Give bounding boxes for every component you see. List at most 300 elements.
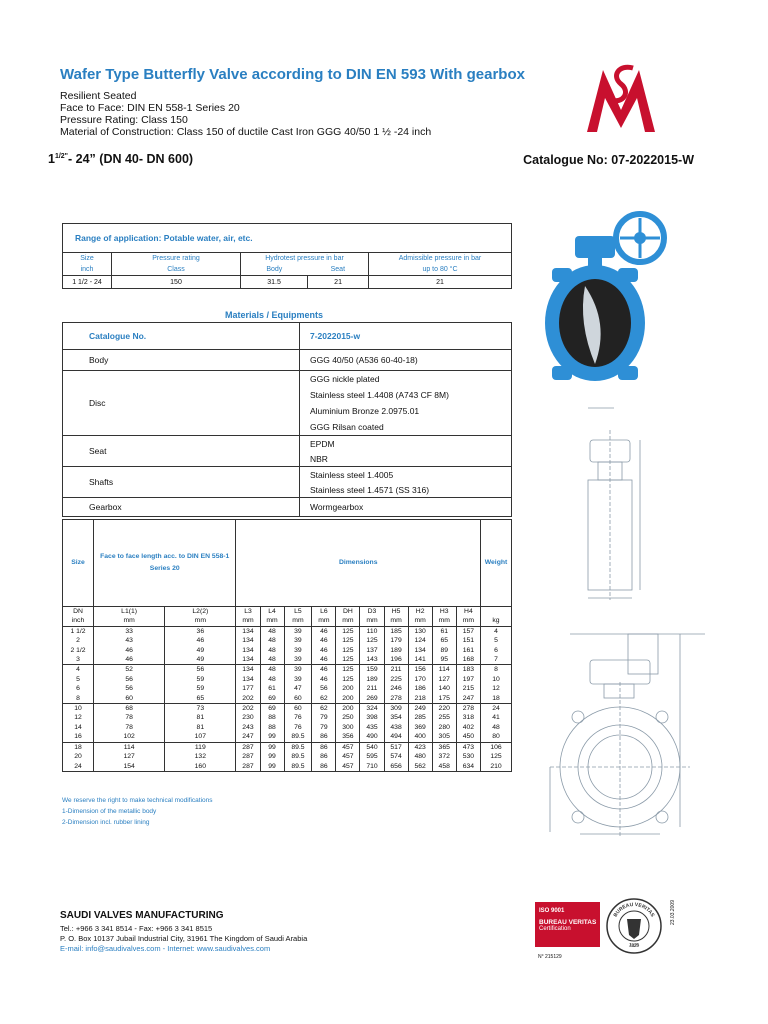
dimension-cell: 132 [165, 752, 236, 761]
materials-col1-header: Catalogue No. [63, 323, 300, 350]
dimension-cell: 134 [236, 646, 260, 655]
contact-phone: Tel.: +966 3 341 8514 - Fax: +966 3 341 8515 [60, 924, 213, 933]
dimension-cell: 24 [481, 704, 512, 714]
dimension-cell: 156 [408, 665, 432, 675]
part-label: Disc [63, 371, 300, 436]
dimension-cell: 473 [456, 742, 480, 752]
dimension-cell: 89.5 [284, 752, 312, 761]
dimension-cell: 4 [63, 665, 94, 675]
dimension-cell: 48 [481, 723, 512, 732]
dimension-cell: 62 [312, 704, 336, 714]
dimension-cell: 99 [260, 742, 284, 752]
dimension-cell: 41 [481, 713, 512, 722]
dimension-cell: 278 [456, 704, 480, 714]
dimension-cell: 79 [312, 713, 336, 722]
dimension-cell: 18 [481, 694, 512, 704]
dimension-cell: 56 [312, 684, 336, 693]
spec-line: Pressure Rating: Class 150 [60, 114, 188, 126]
dimensions-header: Dimensions [236, 520, 481, 607]
unit-label: mm [312, 616, 336, 626]
dimension-cell: 106 [481, 742, 512, 752]
dimension-cell: 65 [165, 694, 236, 704]
unit-label: inch [63, 616, 94, 626]
spec-line: Material of Construction: Class 150 of ductile Cast Iron GGG 40/50 1 ½ -24 inch [60, 126, 432, 138]
dimension-cell: 39 [284, 636, 312, 645]
footnote: We reserve the right to make technical modifications [62, 797, 213, 804]
dimension-cell: 1 1/2 [70, 627, 86, 635]
dimension-cell: 78 [94, 723, 165, 732]
dimension-cell: 52 [94, 665, 165, 675]
dimension-cell: 300 [336, 723, 360, 732]
dimension-cell: 285 [408, 713, 432, 722]
spec-line: Resilient Seated [60, 90, 137, 102]
dimension-cell: 125 [336, 626, 360, 636]
dimension-cell: 48 [260, 675, 284, 684]
dimension-cell: 457 [336, 762, 360, 772]
material-value: EPDM [300, 436, 512, 452]
dimension-cell: 86 [312, 752, 336, 761]
dimension-cell: 400 [408, 732, 432, 742]
dimension-cell: 220 [432, 704, 456, 714]
material-value: Stainless steel 1.4571 (SS 316) [310, 484, 430, 495]
table-row [63, 752, 512, 761]
bureau-veritas-seal [605, 897, 663, 955]
subheader-cell: up to 80 °C [369, 264, 512, 276]
dimension-cell: 80 [481, 732, 512, 742]
dimension-cell: 60 [284, 704, 312, 714]
bv-red-panel [535, 902, 600, 947]
dimension-cell: 62 [312, 694, 336, 704]
dimension-cell: 47 [284, 684, 312, 693]
dimension-cell: 46 [165, 636, 236, 645]
dimension-cell: 574 [384, 752, 408, 761]
dimension-cell: 46 [94, 655, 165, 665]
dimension-cell: 69 [260, 694, 284, 704]
dimension-cell: 189 [360, 675, 384, 684]
dimension-cell: 119 [165, 742, 236, 752]
dimension-cell: 114 [432, 665, 456, 675]
dimension-cell: 39 [284, 665, 312, 675]
dimension-cell: 2 [76, 637, 80, 645]
dimension-cell: 305 [432, 732, 456, 742]
bv-label: BUREAU VERITAS [539, 919, 597, 926]
table-row [63, 694, 512, 704]
dimension-cell: 215 [456, 684, 480, 693]
dimension-cell: 86 [312, 732, 336, 742]
dimension-cell: 130 [408, 626, 432, 636]
dimension-cell: 243 [236, 723, 260, 732]
dimension-cell: 490 [360, 732, 384, 742]
column-label: L6 [312, 607, 336, 617]
dimension-cell: 246 [384, 684, 408, 693]
weight-header: Weight [481, 520, 512, 607]
dimension-cell: 14 [74, 723, 82, 731]
material-value: Aluminium Bronze 2.0975.01 [310, 406, 420, 416]
dimension-cell: 125 [336, 665, 360, 675]
dimension-cell: 125 [336, 636, 360, 645]
dimension-cell: 10 [63, 704, 94, 714]
subheader-cell: Seat [330, 266, 346, 273]
dimension-cell: 48 [260, 646, 284, 655]
dimension-cell: 354 [384, 713, 408, 722]
dimension-cell: 7 [481, 655, 512, 665]
dimension-cell: 278 [384, 694, 408, 704]
dimension-cell: 494 [384, 732, 408, 742]
dimension-cell: 134 [408, 646, 432, 655]
table-row [63, 742, 512, 752]
dimension-cell: 6 [76, 685, 80, 693]
material-value: NBR [310, 453, 328, 464]
dimension-cell: 402 [456, 723, 480, 732]
dimension-cell: 89.5 [284, 742, 312, 752]
material-value: GGG 40/50 (A536 60-40-18) [300, 350, 512, 371]
part-label: Shafts [63, 467, 300, 498]
dimension-cell: 458 [432, 762, 456, 772]
size-range-main: 1 [48, 152, 55, 166]
value-cell: 1 1/2 - 24 [63, 276, 112, 289]
dimension-cell: 179 [384, 636, 408, 645]
table-row [63, 723, 512, 732]
dimension-cell: 48 [260, 665, 284, 675]
materials-heading: Materials / Equipments [225, 310, 324, 320]
dimension-cell: 125 [336, 655, 360, 665]
dimension-cell: 365 [432, 742, 456, 752]
dimension-cell: 46 [312, 636, 336, 645]
dimension-cell: 81 [165, 723, 236, 732]
header-cell: Admissible pressure in bar [369, 253, 512, 265]
dimension-cell: 269 [360, 694, 384, 704]
subheader-cell: Body [241, 264, 308, 276]
material-value: Wormgearbox [300, 498, 512, 517]
dimension-cell: 89.5 [284, 732, 312, 742]
company-logo [585, 62, 675, 134]
material-value: Stainless steel 1.4005 [300, 467, 512, 483]
column-label: H5 [384, 607, 408, 617]
unit-label: mm [260, 616, 284, 626]
spec-line: Face to Face: DIN EN 558-1 Series 20 [60, 102, 240, 114]
header-cell: Hydrotest pressure in bar [241, 253, 369, 265]
dimension-cell: 60 [94, 694, 165, 704]
dimension-cell: 4 [481, 626, 512, 636]
column-label: L3 [236, 607, 260, 617]
dimension-cell: 161 [456, 646, 480, 655]
seal-year: 1828 [628, 942, 640, 950]
dimension-cell: 79 [312, 723, 336, 732]
size-range-sup: 1/2" [54, 152, 69, 160]
dimension-cell: 170 [408, 675, 432, 684]
dimension-cell: 59 [165, 675, 236, 684]
dimension-cell: 107 [165, 732, 236, 742]
dimension-cell: 450 [456, 732, 480, 742]
dimension-cell: 202 [236, 694, 260, 704]
value-cell: 31.5 [241, 276, 308, 289]
application-range-table [62, 223, 512, 289]
dimension-cell: 287 [236, 752, 260, 761]
dimension-cell: 12 [74, 714, 82, 722]
dimension-cell: 81 [165, 713, 236, 722]
dimension-cell: 435 [360, 723, 384, 732]
dimension-cell: 369 [408, 723, 432, 732]
dimension-cell: 110 [360, 626, 384, 636]
dimension-cell: 125 [360, 636, 384, 645]
dimension-cell: 78 [94, 713, 165, 722]
dimension-cell: 168 [456, 655, 480, 665]
table-row [63, 704, 512, 714]
dimension-cell: 6 [481, 646, 512, 655]
dimension-cell: 154 [94, 762, 165, 772]
dimension-cell: 49 [165, 646, 236, 655]
table-row [63, 762, 512, 772]
dimension-cell: 69 [260, 704, 284, 714]
table-row [63, 636, 512, 645]
dimension-cell: 12 [481, 684, 512, 693]
document-title: Wafer Type Butterfly Valve according to DIN EN 593 With gearbox [60, 66, 525, 83]
column-label: H3 [432, 607, 456, 617]
dimension-cell: 46 [94, 646, 165, 655]
dimension-cell: 438 [384, 723, 408, 732]
dimension-cell: 39 [284, 626, 312, 636]
header-cell: Size [80, 255, 94, 262]
dimension-cell: 211 [360, 684, 384, 693]
dimension-cell: 43 [94, 636, 165, 645]
dimension-cell: 61 [432, 626, 456, 636]
dimension-cell: 197 [456, 675, 480, 684]
dimension-cell: 160 [165, 762, 236, 772]
dimension-cell: 143 [360, 655, 384, 665]
seal-ring-text: BUREAU VERITAS [612, 901, 656, 919]
dimension-cell: 8 [481, 665, 512, 675]
dimension-cell: 10 [481, 675, 512, 684]
cert-label: Certification [539, 926, 571, 932]
dimension-cell: 86 [312, 742, 336, 752]
valve-side-drawing [570, 400, 660, 605]
dimension-cell: 86 [312, 762, 336, 772]
dimension-cell: 56 [94, 675, 165, 684]
dimension-cell: 33 [94, 626, 165, 636]
column-label: DH [336, 607, 360, 617]
dimension-cell: 480 [408, 752, 432, 761]
footnote: 1-Dimension of the metallic body [62, 808, 157, 815]
unit-label: mm [94, 616, 165, 626]
value-cell: 150 [112, 276, 241, 289]
part-label: Body [63, 350, 300, 371]
column-label: H2 [408, 607, 432, 617]
dimension-cell: 102 [94, 732, 165, 742]
dimension-cell: 151 [456, 636, 480, 645]
column-label [481, 607, 512, 617]
table-row [63, 713, 512, 722]
materials-col2-header: 7-2022015-w [310, 331, 361, 341]
dimension-cell: 56 [94, 684, 165, 693]
column-label: D3 [360, 607, 384, 617]
dimension-cell: 99 [260, 752, 284, 761]
dimension-cell: 125 [336, 646, 360, 655]
certification-badge [535, 897, 665, 952]
size-range [48, 152, 193, 166]
unit-label: mm [284, 616, 312, 626]
dimension-cell: 56 [165, 665, 236, 675]
material-value: GGG nickle plated [300, 371, 512, 388]
dimension-cell: 76 [284, 723, 312, 732]
iso-label: ISO 9001 [539, 908, 565, 914]
material-value: GGG Rilsan coated [310, 422, 384, 432]
contact-email: E-mail: info@saudivalves.com - Internet: www.saudivalves.com [60, 944, 271, 953]
size-header: Size [63, 520, 94, 607]
dimension-cell: 710 [360, 762, 384, 772]
dimension-cell: 46 [312, 626, 336, 636]
dimension-cell: 247 [236, 732, 260, 742]
table-row [63, 665, 512, 675]
unit-label: kg [481, 616, 512, 626]
unit-label: mm [165, 616, 236, 626]
dimension-cell: 457 [336, 752, 360, 761]
dimension-cell: 134 [236, 655, 260, 665]
dimension-cell: 137 [360, 646, 384, 655]
column-label: DN [73, 608, 83, 615]
table-row [63, 732, 512, 742]
dimension-cell: 127 [94, 752, 165, 761]
dimension-cell: 210 [481, 762, 512, 772]
butterfly-valve-photo [540, 208, 690, 388]
dimension-cell: 46 [312, 675, 336, 684]
dimension-cell: 423 [408, 742, 432, 752]
dimension-cell: 185 [384, 626, 408, 636]
dimension-cell: 656 [384, 762, 408, 772]
dimension-cell: 68 [94, 704, 165, 714]
table-row [63, 655, 512, 665]
dimension-cell: 99 [260, 762, 284, 772]
dimension-cell: 36 [165, 626, 236, 636]
dimension-cell: 372 [432, 752, 456, 761]
materials-table [62, 322, 512, 517]
contact-address: P. O. Box 10137 Jubail Industrial City, 31961 The Kingdom of Saudi Arabia [60, 934, 308, 943]
dimension-cell: 39 [284, 675, 312, 684]
unit-label: mm [360, 616, 384, 626]
value-cell: 21 [369, 276, 512, 289]
face-to-face-header: Face to face length acc. to DIN EN 558-1 Series 20 [94, 520, 236, 607]
dimension-cell: 356 [336, 732, 360, 742]
dimension-cell: 39 [284, 646, 312, 655]
subheader-cell: inch [80, 266, 94, 273]
column-label: L5 [284, 607, 312, 617]
dimension-cell: 46 [312, 655, 336, 665]
dimension-cell: 249 [408, 704, 432, 714]
dimension-cell: 48 [260, 626, 284, 636]
dimension-cell: 457 [336, 742, 360, 752]
dimension-cell: 65 [432, 636, 456, 645]
table-row [63, 646, 512, 655]
dimension-cell: 60 [284, 694, 312, 704]
dimensions-table [62, 519, 512, 772]
table-row [63, 675, 512, 684]
dimension-cell: 39 [284, 655, 312, 665]
table-row [63, 626, 512, 636]
dimension-cell: 225 [384, 675, 408, 684]
column-label: L1(1) [94, 607, 165, 617]
dimension-cell: 318 [456, 713, 480, 722]
value-cell: 21 [308, 276, 369, 289]
table-row [63, 684, 512, 693]
dimension-cell: 247 [456, 694, 480, 704]
dimension-cell: 309 [384, 704, 408, 714]
dimension-cell: 517 [384, 742, 408, 752]
dimension-cell: 230 [236, 713, 260, 722]
subheader-cell: Class [112, 264, 241, 276]
dimension-cell: 175 [432, 694, 456, 704]
dimension-cell: 88 [260, 723, 284, 732]
dimension-cell: 20 [74, 753, 82, 761]
dimension-cell: 140 [432, 684, 456, 693]
dimension-cell: 280 [432, 723, 456, 732]
unit-label: mm [384, 616, 408, 626]
material-value: Stainless steel 1.4408 (A743 CF 8M) [310, 390, 449, 400]
dimension-cell: 49 [165, 655, 236, 665]
dimension-cell: 255 [432, 713, 456, 722]
unit-label: mm [236, 616, 260, 626]
dimension-cell: 141 [408, 655, 432, 665]
dimension-cell: 5 [76, 675, 80, 683]
dimension-cell: 127 [432, 675, 456, 684]
dimension-cell: 114 [94, 742, 165, 752]
dimension-cell: 46 [312, 646, 336, 655]
dimension-cell: 18 [63, 742, 94, 752]
dimension-cell: 530 [456, 752, 480, 761]
dimension-cell: 398 [360, 713, 384, 722]
dimension-cell: 211 [384, 665, 408, 675]
dimension-cell: 196 [384, 655, 408, 665]
dimension-cell: 540 [360, 742, 384, 752]
dimension-cell: 202 [236, 704, 260, 714]
dimension-cell: 73 [165, 704, 236, 714]
cert-number: N° 215129 [538, 954, 562, 960]
dimension-cell: 134 [236, 636, 260, 645]
dimension-cell: 99 [260, 732, 284, 742]
company-name: SAUDI VALVES MANUFACTURING [60, 910, 224, 921]
dimension-cell: 634 [456, 762, 480, 772]
dimension-cell: 159 [360, 665, 384, 675]
dimension-cell: 324 [360, 704, 384, 714]
unit-label: mm [408, 616, 432, 626]
dimension-cell: 89.5 [284, 762, 312, 772]
range-table-title: Range of application: Potable water, air, etc. [63, 224, 512, 253]
dimension-cell: 48 [260, 655, 284, 665]
catalogue-number: Catalogue No: 07-2022015-W [523, 153, 694, 167]
dimension-cell: 3 [76, 656, 80, 664]
dimension-cell: 61 [260, 684, 284, 693]
dimension-cell: 157 [456, 626, 480, 636]
dimension-cell: 124 [408, 636, 432, 645]
column-label: H4 [456, 607, 480, 617]
dimension-cell: 200 [336, 694, 360, 704]
dimension-cell: 134 [236, 626, 260, 636]
dimension-cell: 250 [336, 713, 360, 722]
dimension-cell: 287 [236, 742, 260, 752]
dimension-cell: 189 [384, 646, 408, 655]
footnote: 2-Dimension incl. rubber lining [62, 819, 150, 826]
part-label: Seat [63, 436, 300, 467]
dimension-cell: 16 [74, 733, 82, 741]
header-cell: Pressure rating [112, 253, 241, 265]
dimension-cell: 134 [236, 675, 260, 684]
unit-label: mm [456, 616, 480, 626]
dimension-cell: 595 [360, 752, 384, 761]
dimension-cell: 125 [336, 675, 360, 684]
dimension-cell: 287 [236, 762, 260, 772]
dimension-cell: 5 [481, 636, 512, 645]
dimension-cell: 95 [432, 655, 456, 665]
dimension-cell: 186 [408, 684, 432, 693]
dimension-cell: 2 1/2 [70, 646, 86, 654]
